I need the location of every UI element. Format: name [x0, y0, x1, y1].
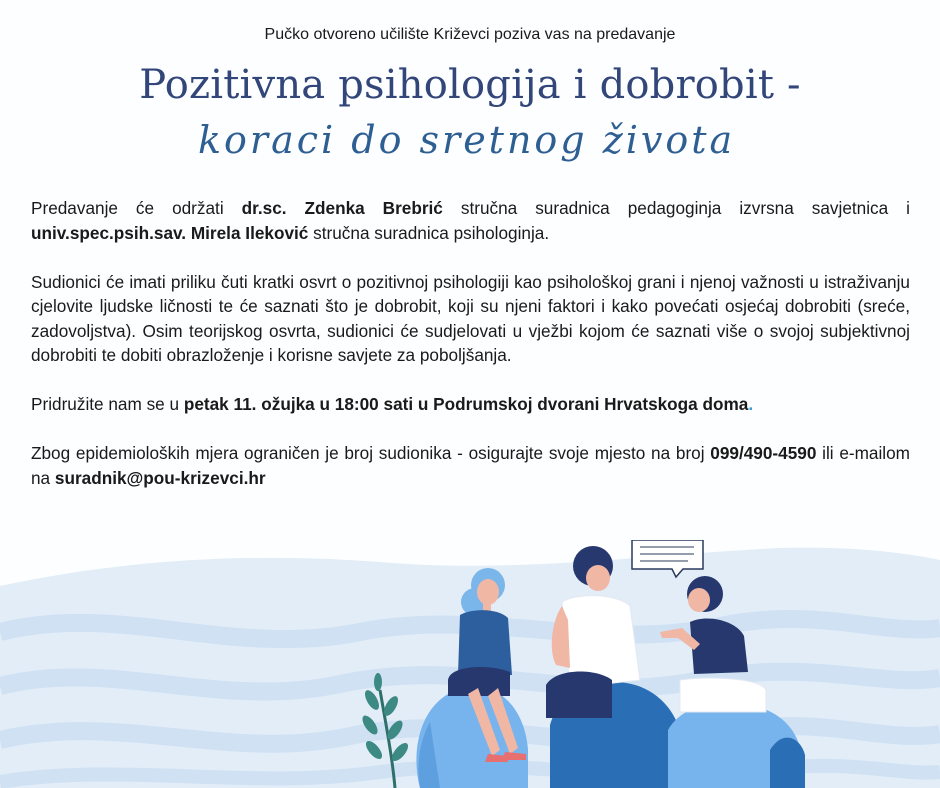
woman-seated-left	[416, 568, 528, 788]
man-seated-middle	[546, 546, 682, 788]
lecture-subtitle: koraci do sretnog života	[198, 118, 736, 162]
speaker-1-name: dr.sc. Zdenka Brebrić	[241, 198, 443, 218]
paragraph-contact	[31, 441, 910, 490]
speech-bubble-icon	[632, 540, 703, 577]
intro-line: Pučko otvoreno učilište Križevci poziva vas na predavanje	[264, 26, 676, 43]
woman-seated-right	[660, 576, 805, 788]
phone-number: 099/490-4590	[710, 443, 817, 463]
contact-text-1: Zbog epidemioloških mjera ograničen je broj sudionika - osigurajte svoje mjesto na broj	[31, 443, 711, 463]
paragraph-speakers	[31, 196, 910, 245]
speakers-text-3: stručna suradnica psihologinja.	[308, 222, 550, 243]
speakers-text-2: stručna suradnica pedagoginja izvrsna savjetnica i	[442, 198, 910, 218]
body-text	[31, 196, 910, 490]
speakers-text-1: Predavanje će održati	[31, 198, 242, 218]
conversation-illustration	[350, 540, 820, 788]
paragraph-description: Sudionici će imati priliku čuti kratki osvrt o pozitivnoj psihologiji kao psihološkoj grani i njenoj važnosti u istraživanju cjelovite ljudske ličnosti te će saznati što je dobrobit, koji su njeni faktori i kako povećati osjećaj dobrobiti (sreće, zadovoljstva). Osim teorijskog osvrta, sudionici će sudjelovati u vježbi kojom će saznati više o svojoj subjektivnoj dobrobiti te dobiti obrazloženje i korisne savjete za poboljšanja.	[31, 271, 910, 365]
accent-dot: .	[748, 394, 754, 414]
invite-text: Pridružite nam se u	[31, 394, 184, 414]
contact-text-2: ili e-mailom na	[31, 443, 910, 488]
paragraph-when-where	[31, 392, 910, 417]
speaker-2-name: univ.spec.psih.sav. Mirela Ileković	[31, 222, 309, 243]
event-date-location: petak 11. ožujka u 18:00 sati u Podrumskoj dvorani Hrvatskoga doma	[183, 394, 749, 414]
plant-icon	[360, 673, 411, 788]
lecture-title: Pozitivna psihologija i dobrobit -	[139, 62, 801, 108]
email-address: suradnik@pou-krizevci.hr	[54, 467, 266, 488]
